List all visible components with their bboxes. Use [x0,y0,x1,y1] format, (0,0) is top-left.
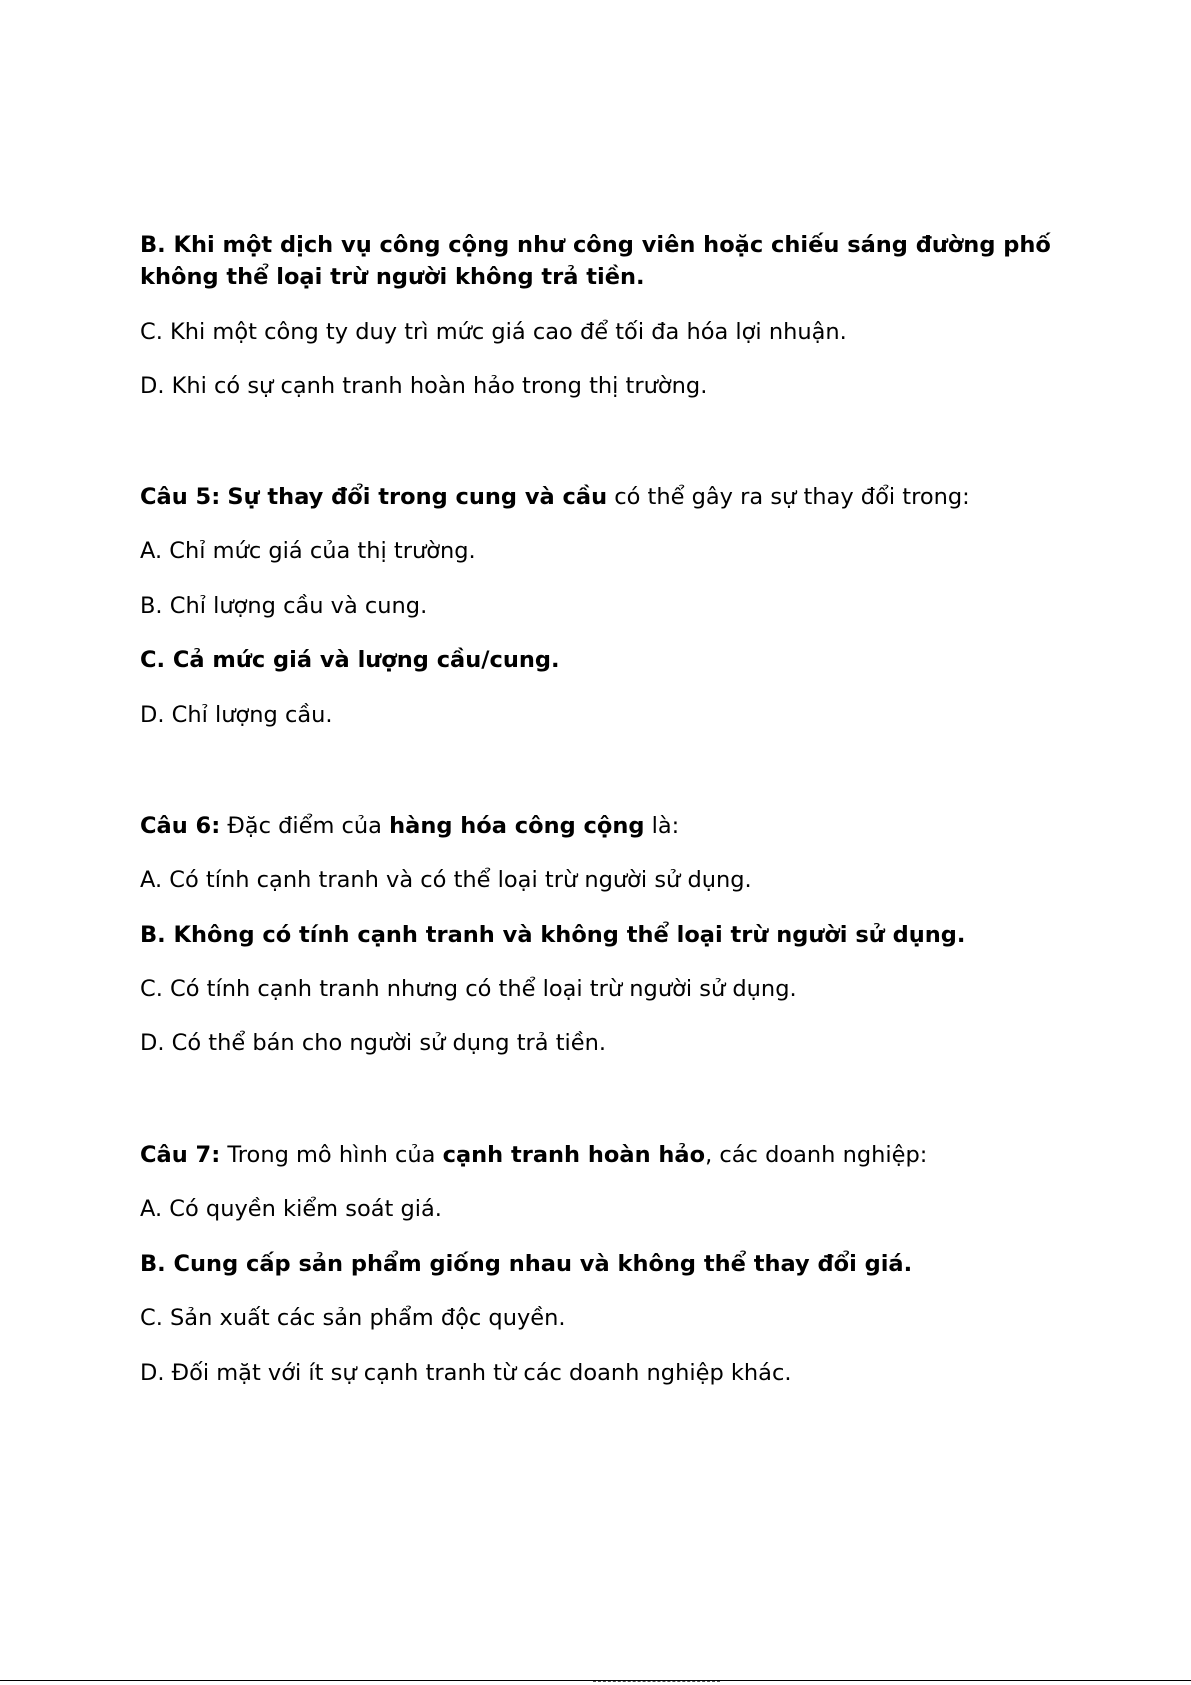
q5-question-rest: có thể gây ra sự thay đổi trong: [607,484,970,510]
q6-option-a: A. Có tính cạnh tranh và có thể loại trừ người sử dụng. [140,867,752,893]
q5-option-b: B. Chỉ lượng cầu và cung. [140,593,428,619]
q5-question [140,481,1060,513]
q7-option-a: A. Có quyền kiểm soát giá. [140,1196,442,1222]
q5-bold-term: Sự thay đổi trong cung và cầu [227,484,608,510]
q5-option-a: A. Chỉ mức giá của thị trường. [140,538,476,564]
q6-option-d: D. Có thể bán cho người sử dụng trả tiền. [140,1030,607,1056]
q4-option-c: C. Khi một công ty duy trì mức giá cao để tối đa hóa lợi nhuận. [140,319,847,345]
q7-label: Câu 7: [140,1142,221,1168]
q7-bold-term: cạnh tranh hoàn hảo [442,1142,706,1168]
q6-question-rest: là: [644,813,680,839]
q7-question-pre: Trong mô hình của [220,1142,443,1168]
q7-option-b-answer: B. Cung cấp sản phẩm giống nhau và không thể thay đổi giá. [140,1251,913,1277]
q7-option-c: C. Sản xuất các sản phẩm độc quyền. [140,1305,566,1331]
q6-option-c: C. Có tính cạnh tranh nhưng có thể loại trừ người sử dụng. [140,976,797,1002]
page-footer-dash [593,1681,720,1682]
q6-question-pre: Đặc điểm của [220,813,390,839]
q6-question [140,810,1060,842]
q4-option-b-answer: B. Khi một dịch vụ công cộng như công viên hoặc chiếu sáng đường phố không thể loại trừ người không trả tiền. [140,232,1051,290]
q7-question-rest: , các doanh nghiệp: [705,1142,928,1168]
q7-option-d: D. Đối mặt với ít sự cạnh tranh từ các doanh nghiệp khác. [140,1360,792,1386]
q7-question [140,1139,1060,1171]
q5-label: Câu 5: [140,484,221,510]
q5-option-d: D. Chỉ lượng cầu. [140,702,333,728]
q6-option-b-answer: B. Không có tính cạnh tranh và không thể loại trừ người sử dụng. [140,922,966,948]
q4-option-d: D. Khi có sự cạnh tranh hoàn hảo trong thị trường. [140,373,708,399]
q6-bold-term: hàng hóa công cộng [389,813,645,839]
q5-option-c-answer: C. Cả mức giá và lượng cầu/cung. [140,647,560,673]
q6-label: Câu 6: [140,813,221,839]
